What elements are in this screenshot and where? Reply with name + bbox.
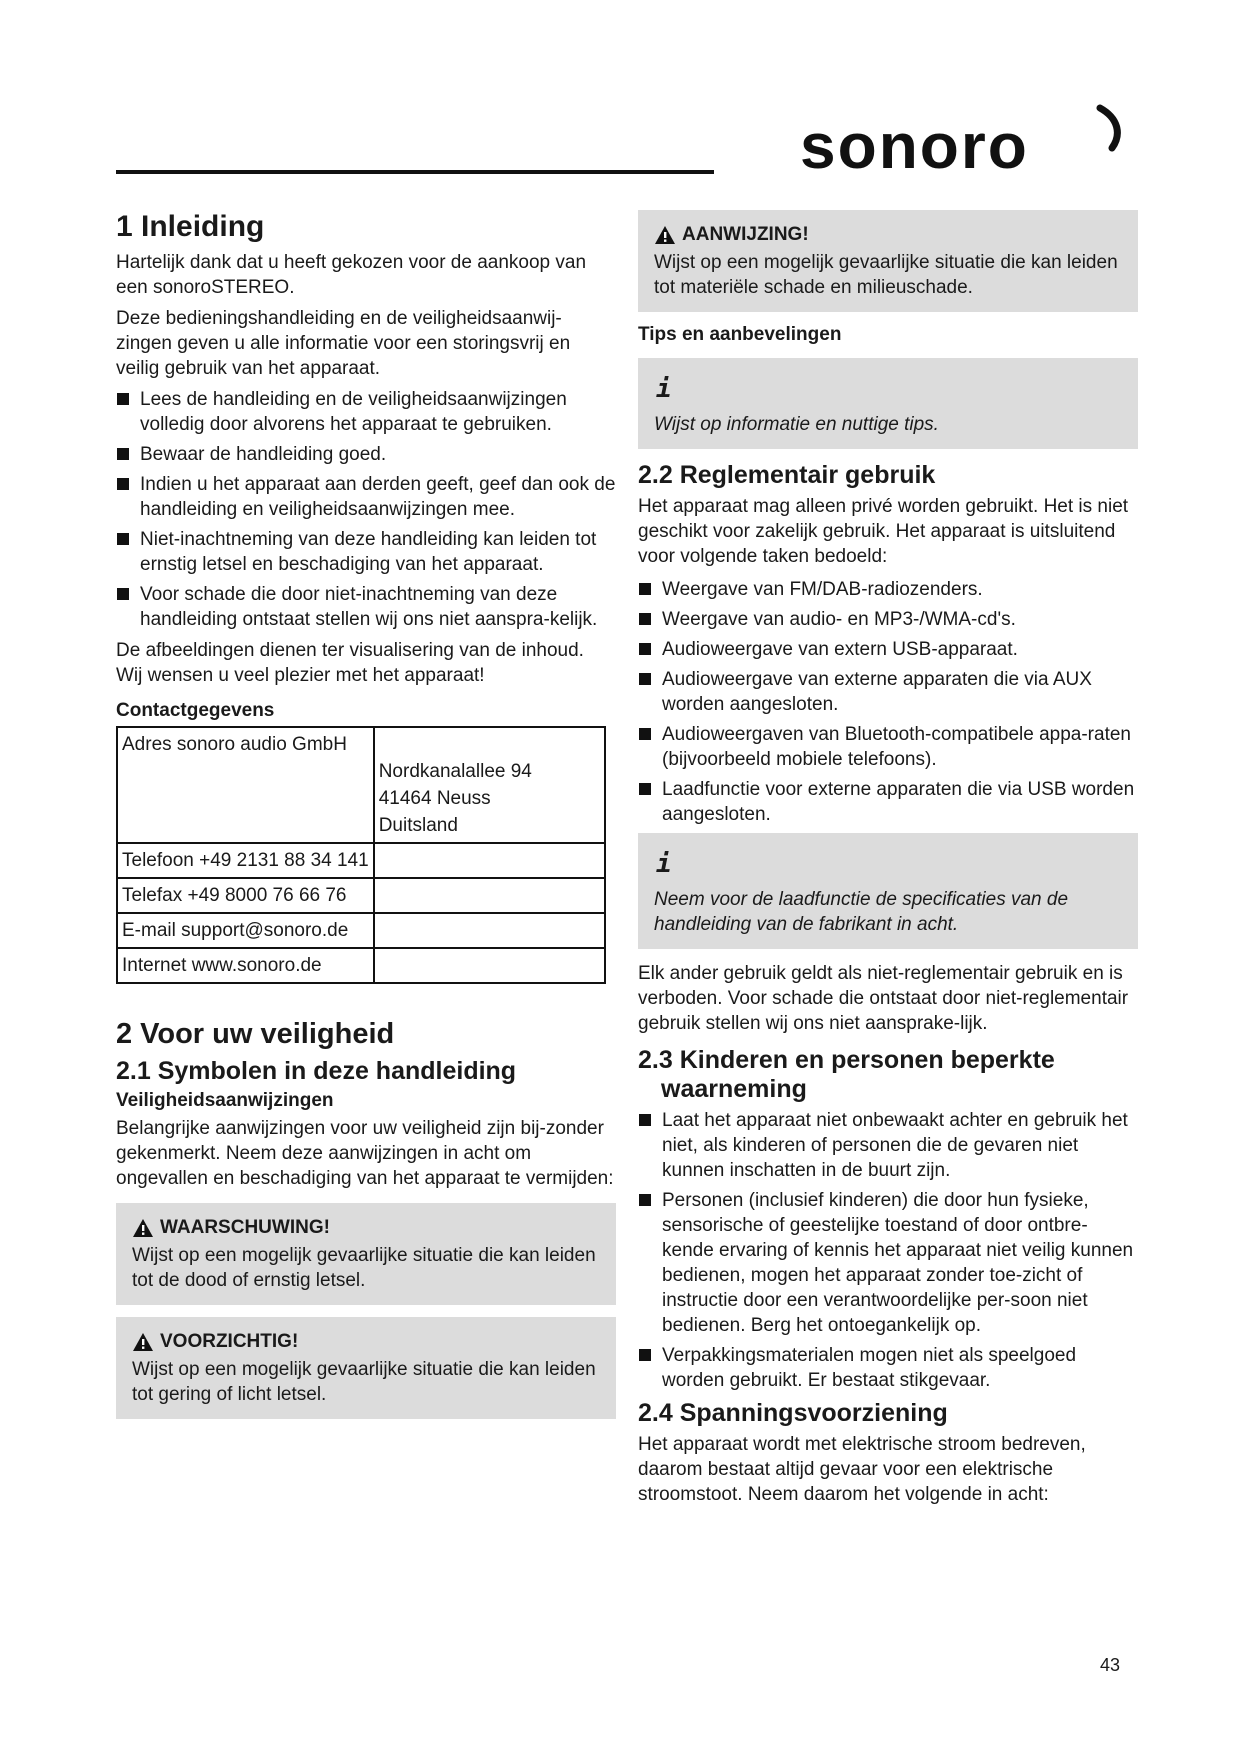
tips-text: Wijst op informatie en nuttige tips. [654, 414, 939, 435]
charging-info-box [638, 833, 1138, 949]
caution-text: Wijst op een mogelijk gevaarlijke situatie die kan leiden tot gering of licht letsel. [132, 1359, 596, 1405]
header-rule [116, 170, 714, 174]
right-column [638, 210, 1138, 1513]
warning-title: WAARSCHUWING! [160, 1217, 330, 1238]
table-row [117, 727, 605, 843]
list-item: Laadfunctie voor externe apparaten die via USB worden aangesloten. [638, 777, 1138, 827]
usage-bullet-list [638, 577, 1138, 827]
svg-text:sonoro: sonoro [800, 110, 1029, 180]
warning-text: Wijst op een mogelijk gevaarlijke situatie die kan leiden tot de dood of ernstig letsel. [132, 1245, 596, 1291]
info-icon: i [656, 374, 672, 404]
section-1-title: 1 Inleiding [116, 210, 265, 243]
intro-paragraph-1: Hartelijk dank dat u heeft gekozen voor de aankoop van een sonoroSTEREO. [116, 252, 587, 298]
intro-paragraph-3: De afbeeldingen dienen ter visualisering van de inhoud. [116, 640, 584, 661]
usage-paragraph: Het apparaat mag alleen privé worden gebruikt. Het is niet geschikt voor zakelijk gebruik. Het apparaat is uitsluitend voor volgende taken bedoeld: [638, 496, 1129, 567]
list-item: Audioweergave van extern USB-apparaat. [638, 637, 1138, 662]
warning-triangle-icon [654, 225, 676, 245]
address-street: Nordkanalallee 94 [378, 761, 532, 782]
list-item: Weergave van FM/DAB-radiozenders. [638, 577, 1138, 602]
list-item: Weergave van audio- en MP3-/WMA-cd's. [638, 607, 1138, 632]
address-label: Adres sonoro audio GmbH [117, 727, 374, 843]
list-item: Lees de handleiding en de veiligheidsaanwijzingen volledig door alvorens het apparaat te gebruiken. [116, 387, 616, 437]
phone-cell: Telefoon +49 2131 88 34 141 [117, 843, 374, 878]
info-icon: i [656, 849, 672, 879]
power-paragraph: Het apparaat wordt met elektrische stroom bedreven, daarom bestaat altijd gevaar voor een elektrische stroomstoot. Neem daarom het volgende in acht: [638, 1434, 1086, 1505]
table-row [117, 843, 605, 878]
tips-heading: Tips en aanbevelingen [638, 324, 842, 345]
address-value [374, 727, 605, 843]
address-city: 41464 Neuss [378, 788, 491, 809]
tips-box [638, 358, 1138, 449]
section-2-4-title: 2.4 Spanningsvoorziening [638, 1399, 948, 1427]
page-number: 43 [1100, 1655, 1121, 1675]
email-cell: E-mail support@sonoro.de [117, 913, 374, 948]
list-item: Laat het apparaat niet onbewaakt achter en gebruik het niet, als kinderen of personen die de gevaren niet kunnen inschatten in de buurt zijn. [638, 1108, 1138, 1183]
notice-title: AANWIJZING! [682, 224, 809, 245]
website-cell: Internet www.sonoro.de [117, 948, 374, 983]
caution-title: VOORZICHTIG! [160, 1331, 299, 1352]
charging-info-text: Neem voor de laadfunctie de specificaties van de handleiding van de fabrikant in acht. [654, 889, 1069, 935]
section-2-3-title: 2.3 Kinderen en personen beperkte waarneming [638, 1046, 1055, 1103]
list-item: Voor schade die door niet-inachtneming van deze handleiding ontstaat stellen wij ons niet aanspra-kelijk. [116, 582, 616, 632]
warning-box [116, 1203, 616, 1305]
intro-paragraph-2: Deze bedieningshandleiding en de veiligheidsaanwij-zingen geven u alle informatie voor een storingsvrij en veilig gebruik van het apparaat. [116, 308, 571, 379]
warning-triangle-icon [132, 1218, 154, 1238]
children-bullet-list [638, 1108, 1138, 1393]
sonoro-logo [800, 100, 1130, 180]
section-2-title: 2 Voor uw veiligheid [116, 1018, 395, 1050]
left-column [116, 210, 616, 1431]
list-item: Verpakkingsmaterialen mogen niet als speelgoed worden gebruikt. Er bestaat stikgevaar. [638, 1343, 1138, 1393]
section-2-2-title: 2.2 Reglementair gebruik [638, 461, 936, 489]
safety-subheading: Veiligheidsaanwijzingen [116, 1090, 334, 1111]
table-row [117, 878, 605, 913]
warning-triangle-icon [132, 1332, 154, 1352]
misuse-paragraph: Elk ander gebruik geldt als niet-reglementair gebruik en is verboden. Voor schade die ontstaat door niet-reglementair gebruik stellen wij ons niet aansprake-lijk. [638, 963, 1129, 1034]
list-item: Bewaar de handleiding goed. [116, 442, 616, 467]
contact-table [116, 726, 606, 984]
list-item: Indien u het apparaat aan derden geeft, geef dan ook de handleiding en veiligheidsaanwijzingen mee. [116, 472, 616, 522]
contact-heading: Contactgegevens [116, 700, 275, 721]
list-item: Personen (inclusief kinderen) die door hun fysieke, sensorische of geestelijke toestand of door ontbre-kende ervaring of kennis het apparaat niet veilig kunnen bedienen, mogen het apparaat zonder toe-zicht of instructie door een verantwoordelijke per-soon niet bedienen. Berg het ontoegankelijk op. [638, 1188, 1138, 1338]
notice-text: Wijst op een mogelijk gevaarlijke situatie die kan leiden tot materiële schade en milieuschade. [654, 252, 1118, 298]
table-row [117, 948, 605, 983]
safety-paragraph: Belangrijke aanwijzingen voor uw veiligheid zijn bij-zonder gekenmerkt. Neem deze aanwijzingen in acht om ongevallen en beschadiging van het apparaat te vermijden: [116, 1118, 614, 1189]
intro-paragraph-4: Wij wensen u veel plezier met het apparaat! [116, 665, 485, 686]
list-item: Niet-inachtneming van deze handleiding kan leiden tot ernstig letsel en beschadiging van het apparaat. [116, 527, 616, 577]
section-2-1-title: 2.1 Symbolen in deze handleiding [116, 1057, 517, 1085]
caution-box [116, 1317, 616, 1419]
address-country: Duitsland [378, 815, 458, 836]
list-item: Audioweergaven van Bluetooth-compatibele appa-raten (bijvoorbeeld mobiele telefoons). [638, 722, 1138, 772]
intro-bullet-list [116, 387, 616, 632]
table-row [117, 913, 605, 948]
fax-cell: Telefax +49 8000 76 66 76 [117, 878, 374, 913]
list-item: Audioweergave van externe apparaten die via AUX worden aangesloten. [638, 667, 1138, 717]
notice-box [638, 210, 1138, 312]
